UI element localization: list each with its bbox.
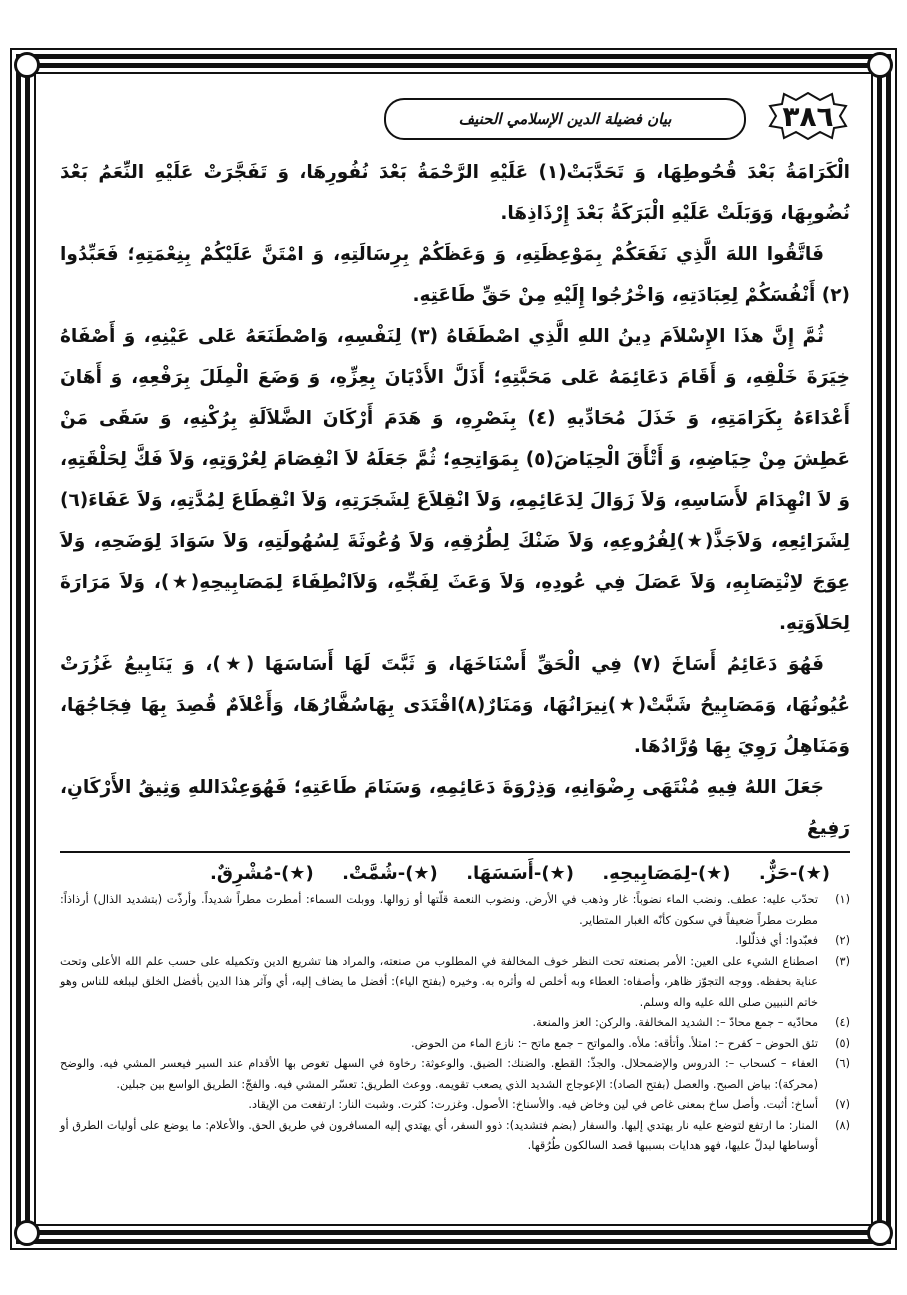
footnote-number: (٣) (835, 954, 850, 968)
corner-ornament-icon (867, 1220, 893, 1246)
variant-reading: (★)-مُشْرِقٌ. (210, 863, 314, 884)
footnote (60, 931, 850, 952)
footnote-number: (٦) (835, 1057, 850, 1070)
corner-ornament-icon (14, 52, 40, 78)
footnote (60, 1034, 850, 1055)
corner-ornament-icon (867, 52, 893, 78)
footnote (60, 1054, 850, 1095)
footnote-text: فعبّدوا: أي فذلّلوا. (735, 934, 818, 947)
footnote-text: العفاء – كسحاب –: الدروس والإضمحلال. والجذّ: القطع. والضنك: الضيق. والوعوثة: رخاوة في السهل تغوص بها الأقدام عند السير فيعسر المشي فيه. والوضح (محركة): بياض الصبح. والعصل (بفتح الصاد): الإعوجاج الشديد الذي يصعب تقويمه. ووعث الطريق: تعسّر المشي فيه. والفجّ: الطريق الواسع بين جبلين. (60, 1057, 818, 1091)
main-text (60, 152, 850, 853)
variant-reading: (★)-حَزٌّ. (758, 863, 830, 884)
footnote (60, 890, 850, 931)
footnote-number: (١) (835, 893, 850, 906)
variant-reading: (★)-أَسَسَهَا. (466, 863, 574, 884)
footnote (60, 952, 850, 1014)
footnote-number: (٨) (835, 1118, 850, 1132)
footnote-text: أساخ: أثبت. وأصل ساخ بمعنى غاص في لين وخاض فيه. والأسناخ: الأصول. وغزرت: كثرت. وشبت النار: ارتفعت من الإيقاد. (248, 1098, 818, 1111)
page-header (60, 92, 850, 144)
footnote-text: المنار: ما ارتفع لتوضع عليه نار يهتدي إليها. والسفار (بضم فتشديد): ذوو السفر، أي يهتدي إليه المسافرون في طريق الحق. والأعلام: ما يوضع على أوليات الطرق أو أوساطها ليدلّ عليها، فهو هدايات بسببها قصد السالكون طُرُقها. (60, 1118, 818, 1152)
footnote-text: محادّيه – جمع محادّ –: الشديد المخالفة. والركن: العز والمنعة. (532, 1016, 818, 1029)
footnote-number: (٥) (835, 1036, 850, 1050)
footnote-text: تحدّب عليه: عطف. ونضب الماء نضوباً: غار وذهب في الأرض. ونضوب النعمة قلّتها أو زوالها. ووبلت السماء: أمطرت مطراً شديداً. وأرذّت (بتشديد الذال) أرذاذاً: مطرت مطراً ضعيفاً في سكون كأنّه الغبار المتطاير. (60, 893, 818, 927)
footnote (60, 1095, 850, 1116)
paragraph: فَاتَّقُوا اللهَ الَّذِي نَفَعَكُمْ بِمَوْعِظَتِهِ، وَ وَعَظَكُمْ بِرِسَالَتِهِ، وَ امْتَنَّ عَلَيْكُمْ بِنِعْمَتِهِ؛ فَعَبِّدُوا (٢) أَنْفُسَكُمْ لِعِبَادَتِهِ، وَاخْرُجُوا إِلَيْهِ مِنْ حَقِّ طَاعَتِهِ. (60, 244, 850, 306)
footnote (60, 1116, 850, 1157)
footnote-text: اصطناع الشيء على العين: الأمر بصنعته تحت النظر خوف المخالفة في المطلوب من صنعته، والمراد هنا تشريع الدين وتكميله على حسب علم الله الأعلى وتحت عناية بحفظه. ووجه التجوّز ظاهر، وأصفاه: العطاء وبه أخلص له وأثره به. وخيره (بفتح الياء): أفضل ما يضاف إليه، أي وآثر هذا الدين بأفضل الخلق ليبلغه للناس وهو خاتم النبيين صلى الله عليه واله وسلم. (60, 954, 818, 1009)
footnote-text: تئق الحوض – كفرح –: امتلأ. وأتأقه: ملأه. والمواتح – جمع ماتح –: نازع الماء من الحوض. (411, 1036, 818, 1050)
footnotes (60, 890, 850, 1157)
footnote (60, 1013, 850, 1034)
paragraph: فَهُوَ دَعَائِمُ أَسَاخَ (٧) فِي الْحَقِّ أَسْنَاخَهَا، وَ ثَبَّتَ لَهَا أَسَاسَهَا (★)، وَ يَنَابِيعُ غَزُرَتْ عُيُونُهَا، وَمَصَابِيحُ شَبَّتْ(★)نِيرَانُهَا، وَمَنَارٌ(٨)اقْتَدَى بِهَاسُفَّارُهَا، وَأَعْلاَمٌ قُصِدَ بِهَا فِجَاجُهَا، وَمَنَاهِلُ رَوِيَ بِهَا وُرَّادُهَا. (60, 654, 850, 757)
page-number-badge (766, 92, 850, 140)
variant-readings (60, 863, 850, 884)
footnote-number: (٢) (835, 934, 850, 947)
variant-reading: (★)-لِمَصَابِيحِهِ. (602, 863, 731, 884)
chapter-title: بيان فضيلة الدين الإسلامي الحنيف (384, 98, 746, 140)
paragraph: جَعَلَ اللهُ فِيهِ مُنْتَهَى رِضْوَانِهِ، وَذِرْوَةَ دَعَائِمِهِ، وَسَنَامَ طَاعَتِهِ؛ فَهُوَعِنْدَاللهِ وَثِيقُ الأَرْكَانِ، رَفِيعُ (60, 767, 850, 853)
page-content (60, 92, 850, 1212)
variant-reading: (★)-شُمَّتْ. (342, 863, 438, 884)
corner-ornament-icon (14, 1220, 40, 1246)
paragraph: الْكَرَامَةُ بَعْدَ قُحُوطِهَا، وَ تَحَدَّبَتْ(١) عَلَيْهِ الرَّحْمَةُ بَعْدَ نُفُورِهَا، وَ تَفَجَّرَتْ عَلَيْهِ النِّعَمُ بَعْدَ نُضُوبِهَا، وَوَبَلَتْ عَلَيْهِ الْبَرَكَةُ بَعْدَ إِرْذَاذِهَا. (60, 162, 850, 224)
footnote-number: (٧) (835, 1098, 850, 1111)
footnote-number: (٤) (835, 1016, 850, 1029)
page-number: ٣٨٦ (782, 99, 834, 133)
paragraph: ثُمَّ إِنَّ هذَا الإِسْلاَمَ دِينُ اللهِ الَّذِي اصْطَفَاهُ (٣) لِنَفْسِهِ، وَاصْطَنَعَهُ عَلى عَيْنِهِ، وَ أَصْفَاهُ خِيَرَةَ خَلْقِهِ، وَ أَقَامَ دَعَائِمَهُ عَلى مَحَبَّتِهِ؛ أَذَلَّ الأَدْيَانَ بِعِزِّهِ، وَ وَضَعَ الْمِلَلَ بِرَفْعِهِ، وَ أَهَانَ أَعْدَاءَهُ بِكَرَامَتِهِ، وَ خَذَلَ مُحَادِّيهِ (٤) بِنَصْرِهِ، وَ هَدَمَ أَرْكَانَ الضَّلاَلَةِ بِرُكْنِهِ، وَ سَقَى مَنْ عَطِشَ مِنْ حِيَاضِهِ، وَ أَتْأَقَ الْحِيَاضَ(٥) بِمَوَاتِحِهِ؛ ثُمَّ جَعَلَهُ لاَ انْفِصَامَ لِعُرْوَتِهِ، وَلاَ فَكَّ لِحَلْقَتِهِ، وَ لاَ انْهِدَامَ لأَسَاسِهِ، وَلاَ زَوَالَ لِدَعَائِمِهِ، وَلاَ انْقِلاَعَ لِشَجَرَتِهِ، وَلاَ انْقِطَاعَ لِمُدَّتِهِ، وَلاَ عَفَاءَ(٦) لِشَرَائِعِهِ، وَلاَجَذَّ(★)لِفُرُوعِهِ، وَلاَ ضَنْكَ لِطُرُقِهِ، وَلاَ وُعُوثَةَ لِسُهُولَتِهِ، وَلاَ سَوَادَ لِوَضَحِهِ، وَلاَ عِوَجَ لاِنْتِصَابِهِ، وَلاَ عَصَلَ فِي عُودِهِ، وَلاَ وَعَثَ لِفَجِّهِ، وَلاَانْطِفَاءَ لِمَصَابِيحِهِ(★)، وَلاَ مَرَارَةَ لِحَلاَوَتِهِ. (60, 326, 850, 634)
